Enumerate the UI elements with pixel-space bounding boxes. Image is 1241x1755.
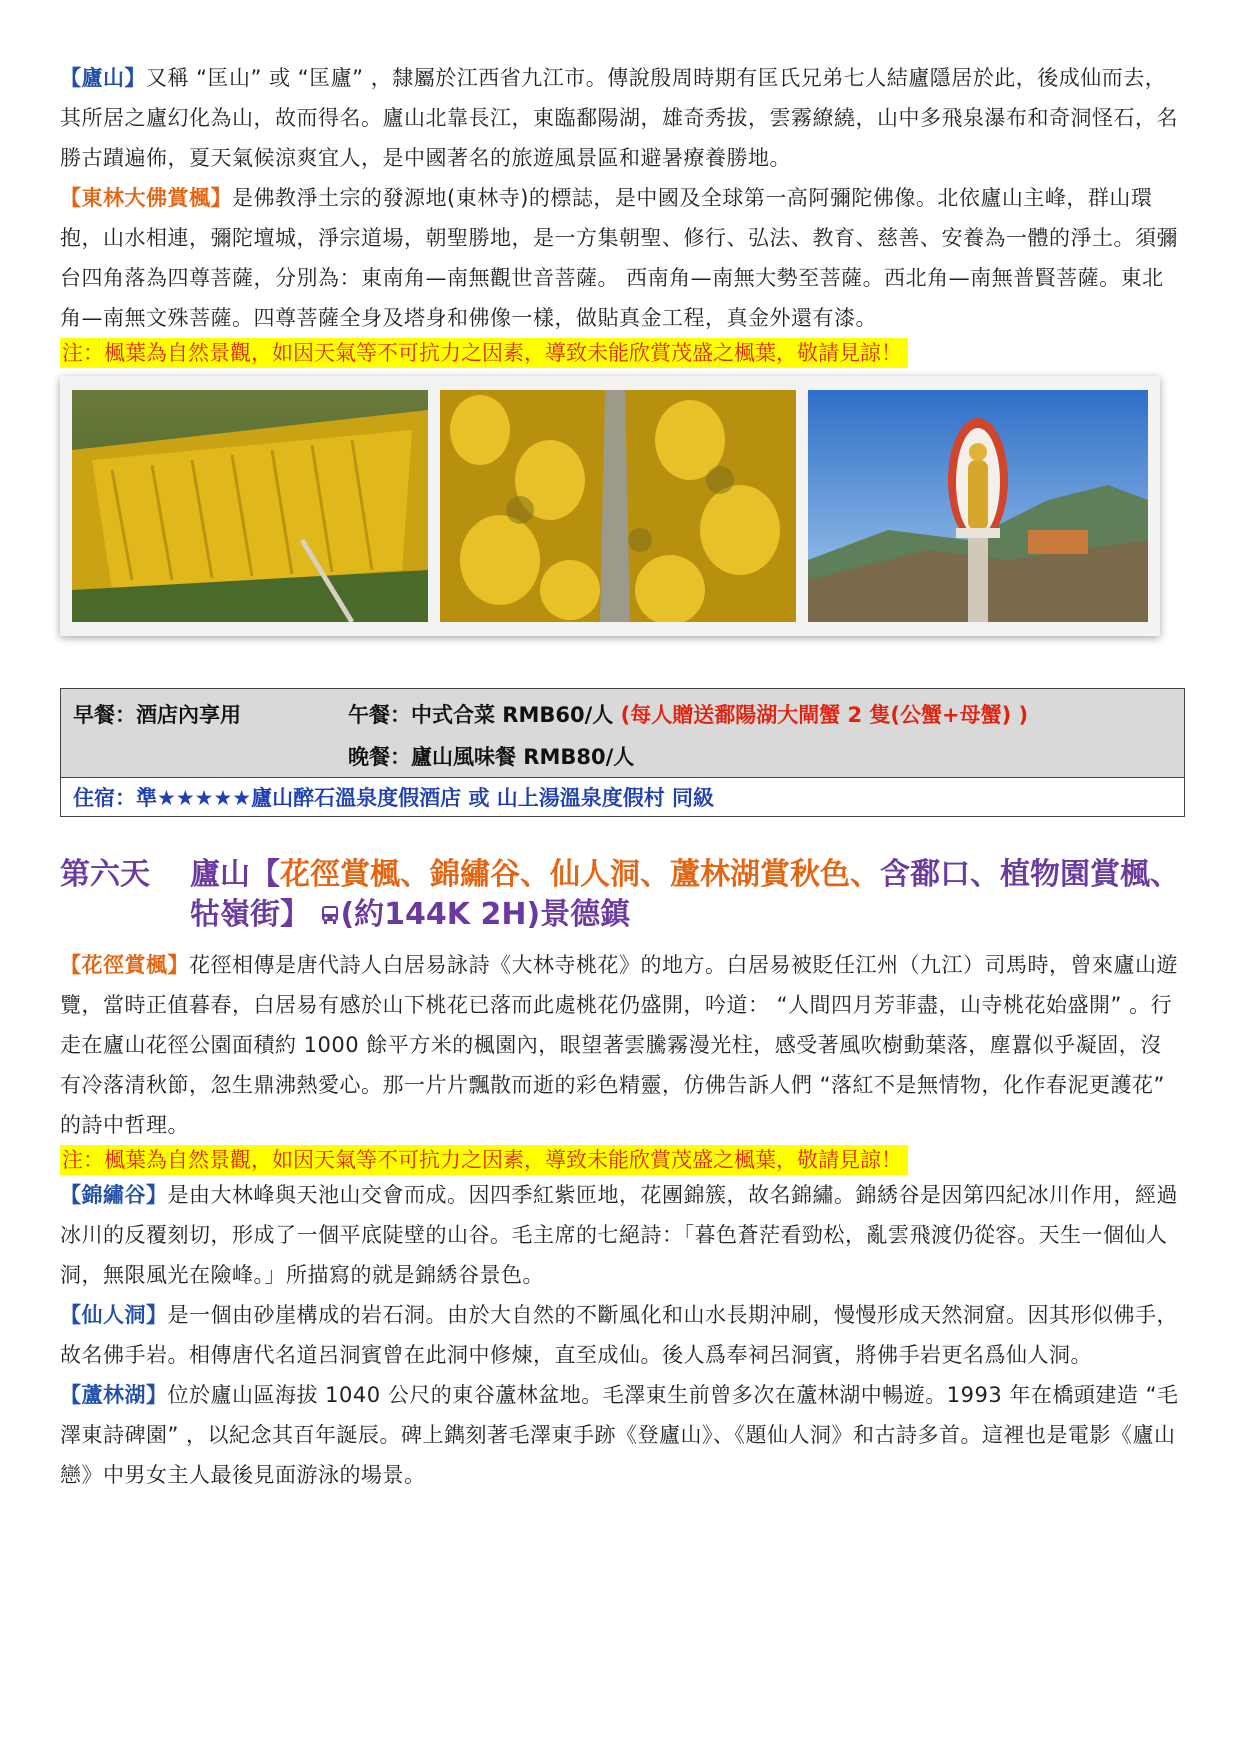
photo-amitabha-statue bbox=[808, 390, 1148, 622]
bus-icon bbox=[320, 897, 340, 919]
day6-label: 第六天 bbox=[60, 857, 150, 892]
jinxiugu-tag: 【錦繡谷】 bbox=[60, 1183, 168, 1207]
huajing-section bbox=[60, 945, 1180, 1145]
lunch-info: 午餐：中式合菜 RMB60/人 (每人贈送鄱陽湖大閘蟹 2 隻(公蟹+母蟹) ) bbox=[348, 703, 1029, 727]
huajing-tag: 【花徑賞楓】 bbox=[60, 953, 189, 977]
lunch-gift: (每人贈送鄱陽湖大閘蟹 2 隻(公蟹+母蟹) ) bbox=[620, 703, 1029, 727]
lulinhu-section bbox=[60, 1375, 1180, 1495]
xianrendong-text: 是一個由砂崖構成的岩石洞。由於大自然的不斷風化和山水長期沖刷，慢慢形成天然洞窟。因其形似佛手，故名佛手岩。相傳唐代名道呂洞賓曾在此洞中修煉，直至成仙。後人爲奉祠呂洞賓，將佛手岩更名爲仙人洞。 bbox=[60, 1303, 1178, 1367]
xianrendong-section bbox=[60, 1295, 1180, 1375]
lushan-text: 又稱 “匡山” 或 “匡廬” ，隸屬於江西省九江市。傳說殷周時期有匡氏兄弟七人結廬隱居於此，後成仙而去，其所居之廬幻化為山，故而得名。廬山北靠長江，東臨鄱陽湖，雄奇秀拔，雲霧繚繞，山中多飛泉瀑布和奇洞怪石，名勝古蹟遍佈，夏天氣候涼爽宜人，是中國著名的旅遊風景區和避暑療養勝地。 bbox=[60, 66, 1178, 170]
intro-lushan bbox=[60, 58, 1180, 178]
day6-heading bbox=[60, 855, 1180, 935]
donglin-tag: 【東林大佛賞楓】 bbox=[60, 186, 232, 210]
lushan-tag: 【廬山】 bbox=[60, 66, 146, 90]
lulinhu-tag: 【蘆林湖】 bbox=[60, 1383, 168, 1407]
photo-ginkgo-path bbox=[440, 390, 796, 622]
lulinhu-text: 位於廬山區海拔 1040 公尺的東谷蘆林盆地。毛澤東生前曾多次在蘆林湖中暢遊。1993 年在橋頭建造 “毛澤東詩碑園” ，以紀念其百年誕辰。碑上鐫刻著毛澤東手跡《登廬山》、《題仙人洞》和古詩多首。這裡也是電影《廬山戀》中男女主人最後見面游泳的場景。 bbox=[60, 1383, 1179, 1487]
day6-title: 廬山【花徑賞楓、錦繡谷、仙人洞、蘆林湖賞秋色、含鄱口、植物園賞楓、牯嶺街】 (約144K 2H)景德鎮 bbox=[190, 857, 1180, 932]
document-page bbox=[60, 58, 1180, 1495]
jinxiugu-section bbox=[60, 1175, 1180, 1295]
maple-note-2: 注：楓葉為自然景觀，如因天氣等不可抗力之因素，導致未能欣賞茂盛之楓葉，敬請見諒！ bbox=[60, 1145, 1180, 1175]
hotel-info: 住宿：準★★★★★廬山醉石溫泉度假酒店 或 山上湯溫泉度假村 同級 bbox=[61, 778, 1185, 817]
jinxiugu-text: 是由大林峰與天池山交會而成。因四季紅紫匝地，花團錦簇，故名錦繡。錦綉谷是因第四紀冰川作用，經過冰川的反覆刻切，形成了一個平底陡壁的山谷。毛主席的七絕詩：「暮色蒼茫看勁松，亂雲飛渡仍從容。天生一個仙人洞，無限風光在險峰。」所描寫的就是錦綉谷景色。 bbox=[60, 1183, 1178, 1287]
dinner-info: 晚餐：廬山風味餐 RMB80/人 bbox=[348, 745, 635, 769]
photo-ginkgo-field bbox=[72, 390, 428, 622]
intro-donglin bbox=[60, 178, 1180, 338]
xianrendong-tag: 【仙人洞】 bbox=[60, 1303, 168, 1327]
photo-strip bbox=[60, 376, 1160, 636]
huajing-text: 花徑相傳是唐代詩人白居易詠詩《大林寺桃花》的地方。白居易被貶任江州（九江）司馬時，曾來廬山遊覽，當時正值暮春，白居易有感於山下桃花已落而此處桃花仍盛開，吟道： “人間四月芳菲盡，山寺桃花始盛開” 。行走在廬山花徑公園面積約 1000 餘平方米的楓園內，眼望著雲騰霧漫光柱，感受著風吹樹動葉落，塵囂似乎凝固，沒有冷落清秋節，忽生鼎沸熱愛心。那一片片飄散而逝的彩色精靈，仿佛告訴人們 “落紅不是無情物，化作春泥更護花” 的詩中哲理。 bbox=[60, 953, 1178, 1137]
breakfast-info: 早餐：酒店內享用 bbox=[73, 703, 241, 727]
donglin-text: 是佛教淨土宗的發源地(東林寺)的標誌，是中國及全球第一高阿彌陀佛像。北依廬山主峰，群山環抱，山水相連，彌陀壇城，淨宗道場，朝聖勝地，是一方集朝聖、修行、弘法、教育、慈善、安養為一體的淨土。須彌台四角落為四尊菩薩，分別為：東南角—南無觀世音菩薩。 西南角—南無大勢至菩薩。西北角—南無普賢菩薩。東北角—南無文殊菩薩。四尊菩薩全身及塔身和佛像一樣，做貼真金工程，真金外還有漆。 bbox=[60, 186, 1178, 330]
maple-note-1: 注：楓葉為自然景觀，如因天氣等不可抗力之因素，導致未能欣賞茂盛之楓葉，敬請見諒！ bbox=[60, 338, 1180, 368]
meal-table bbox=[60, 688, 1185, 817]
